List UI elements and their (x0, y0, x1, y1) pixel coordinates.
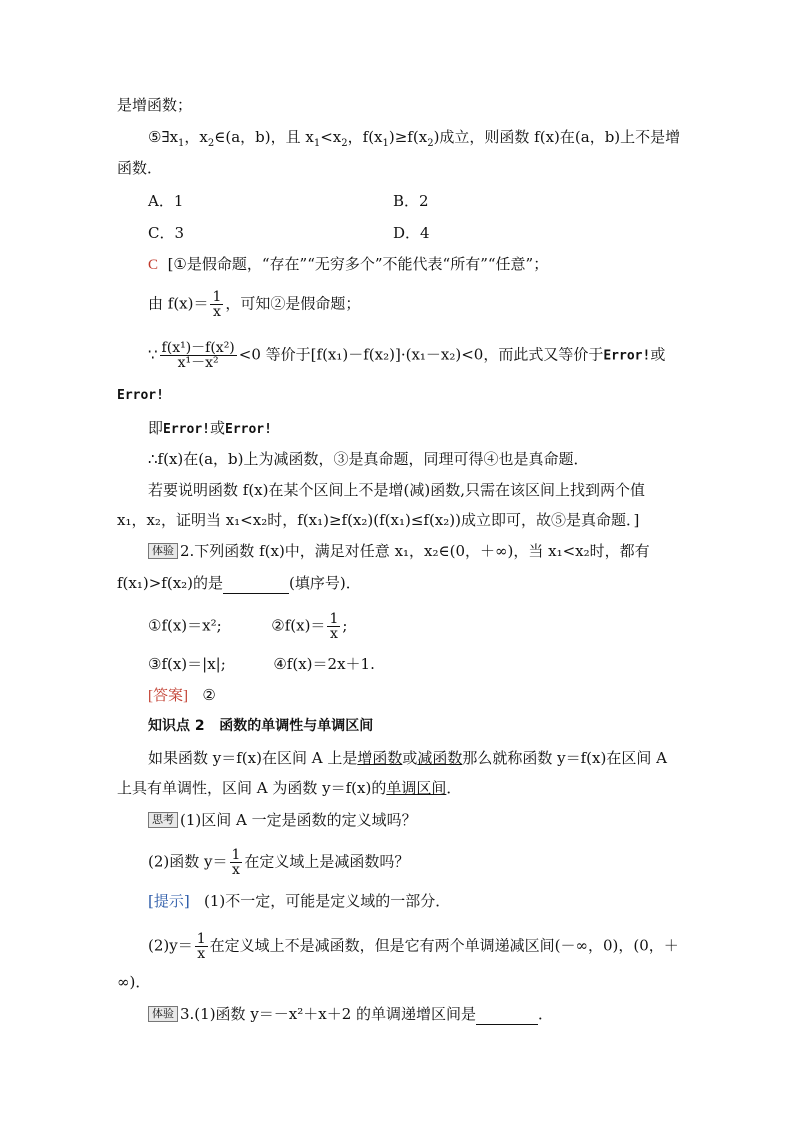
exercise-2-options-2: ③f(x)＝|x|; ④f(x)＝2x＋1. (148, 655, 375, 673)
solution-line-4: 即Error!或Error! (148, 419, 272, 437)
fraction: $\frac{1}{x}$ (212, 289, 222, 320)
option-d: D．4 (393, 224, 430, 242)
answer-blank[interactable] (223, 573, 289, 594)
answer-line: [答案] ② (148, 686, 216, 704)
answer-blank[interactable] (476, 1004, 538, 1025)
statement-5: $⑤\exists x_1$，$x_2\in(a$，b)，且 $x_1<x_2$，$f(x_1)\ge f(x_2)$成立，则函数 f(x)在(a，b)上不是增 (148, 128, 681, 149)
exercise-tag: 体验 (148, 543, 178, 559)
text-line: 是增函数； (117, 96, 193, 114)
hint-line-3: ∞)． (117, 973, 151, 991)
fraction: $\frac{1}{x}$ (231, 847, 241, 878)
answer-mark: C (148, 257, 159, 273)
hint-line-2: (2)y＝ $\frac{1}{x}$ 在定义域上不是减函数，但是它有两个单调递减区间(－∞，0)，(0，＋ (148, 931, 679, 962)
definition-line-2: 上具有单调性，区间 A 为函数 y＝f(x)的单调区间． (117, 779, 462, 797)
exercise-3: 体验 3.(1)函数 y＝－x²＋x＋2 的单调递增区间是 ． (148, 1004, 553, 1025)
think-question-1: 思考 (1)区间 A 一定是函数的定义域吗？ (148, 810, 417, 830)
solution-line-7: x₁，x₂，证明当 x₁<x₂时，f(x₁)≥f(x₂)(f(x₁)≤f(x₂))成立即可，故⑤是真命题．] (117, 511, 640, 529)
option-c: C．3 (148, 224, 185, 242)
think-question-2: (2)函数 y＝ $\frac{1}{x}$ 在定义域上是减函数吗？ (148, 847, 410, 878)
fraction: $\frac{1}{x}$ (196, 931, 206, 962)
definition-line-1: 如果函数 y＝f(x)在区间 A 上是增函数或减函数那么就称函数 y＝f(x)在区间 A (148, 749, 667, 767)
error-text: Error! (117, 388, 164, 403)
think-tag: 思考 (148, 812, 178, 828)
exercise-tag: 体验 (148, 1006, 178, 1022)
fraction: $\frac{\text{f(x¹)－f(x²)}}{\text{x¹－x²}}$ (161, 340, 235, 371)
option-b: B．2 (393, 192, 429, 210)
solution-line-3: ∵ $\frac{\text{f(x¹)－f(x²)}}{\text{x¹－x²}}$ <0 等价于[f(x₁)－f(x₂)]·(x₁－x₂)<0，而此式又等价于Error!或 (148, 340, 666, 371)
hint-line-1: [提示] (1)不一定，可能是定义域的一部分． (148, 892, 451, 910)
solution-line-1: C [①是假命题，“存在”“无穷多个”不能代表“所有”“任意”； (148, 255, 549, 273)
fraction: $\frac{1}{x}$ (329, 611, 339, 642)
solution-line-5: ∴f(x)在(a，b)上为减函数，③是真命题，同理可得④也是真命题． (148, 450, 589, 468)
option-a: A．1 (148, 192, 184, 210)
solution-line-6: 若要说明函数 f(x)在某个区间上不是增(减)函数,只需在该区间上找到两个值 (148, 481, 645, 499)
exercise-2: 体验 2.下列函数 f(x)中，满足对任意 x₁，x₂∈(0，＋∞)，当 x₁<x₂时，都有 (148, 541, 650, 561)
exercise-2-options-1: ①f(x)＝x²; ②f(x)＝ $\frac{1}{x}$ ; (148, 611, 348, 642)
exercise-2-line-2: f(x₁)>f(x₂)的是 (填序号)． (117, 574, 361, 592)
knowledge-point-heading: 知识点 2 函数的单调性与单调区间 (148, 718, 374, 734)
text-line: 函数． (117, 159, 163, 177)
solution-line-2: 由 f(x)＝ $\frac{1}{x}$ ，可知②是假命题； (148, 289, 361, 320)
